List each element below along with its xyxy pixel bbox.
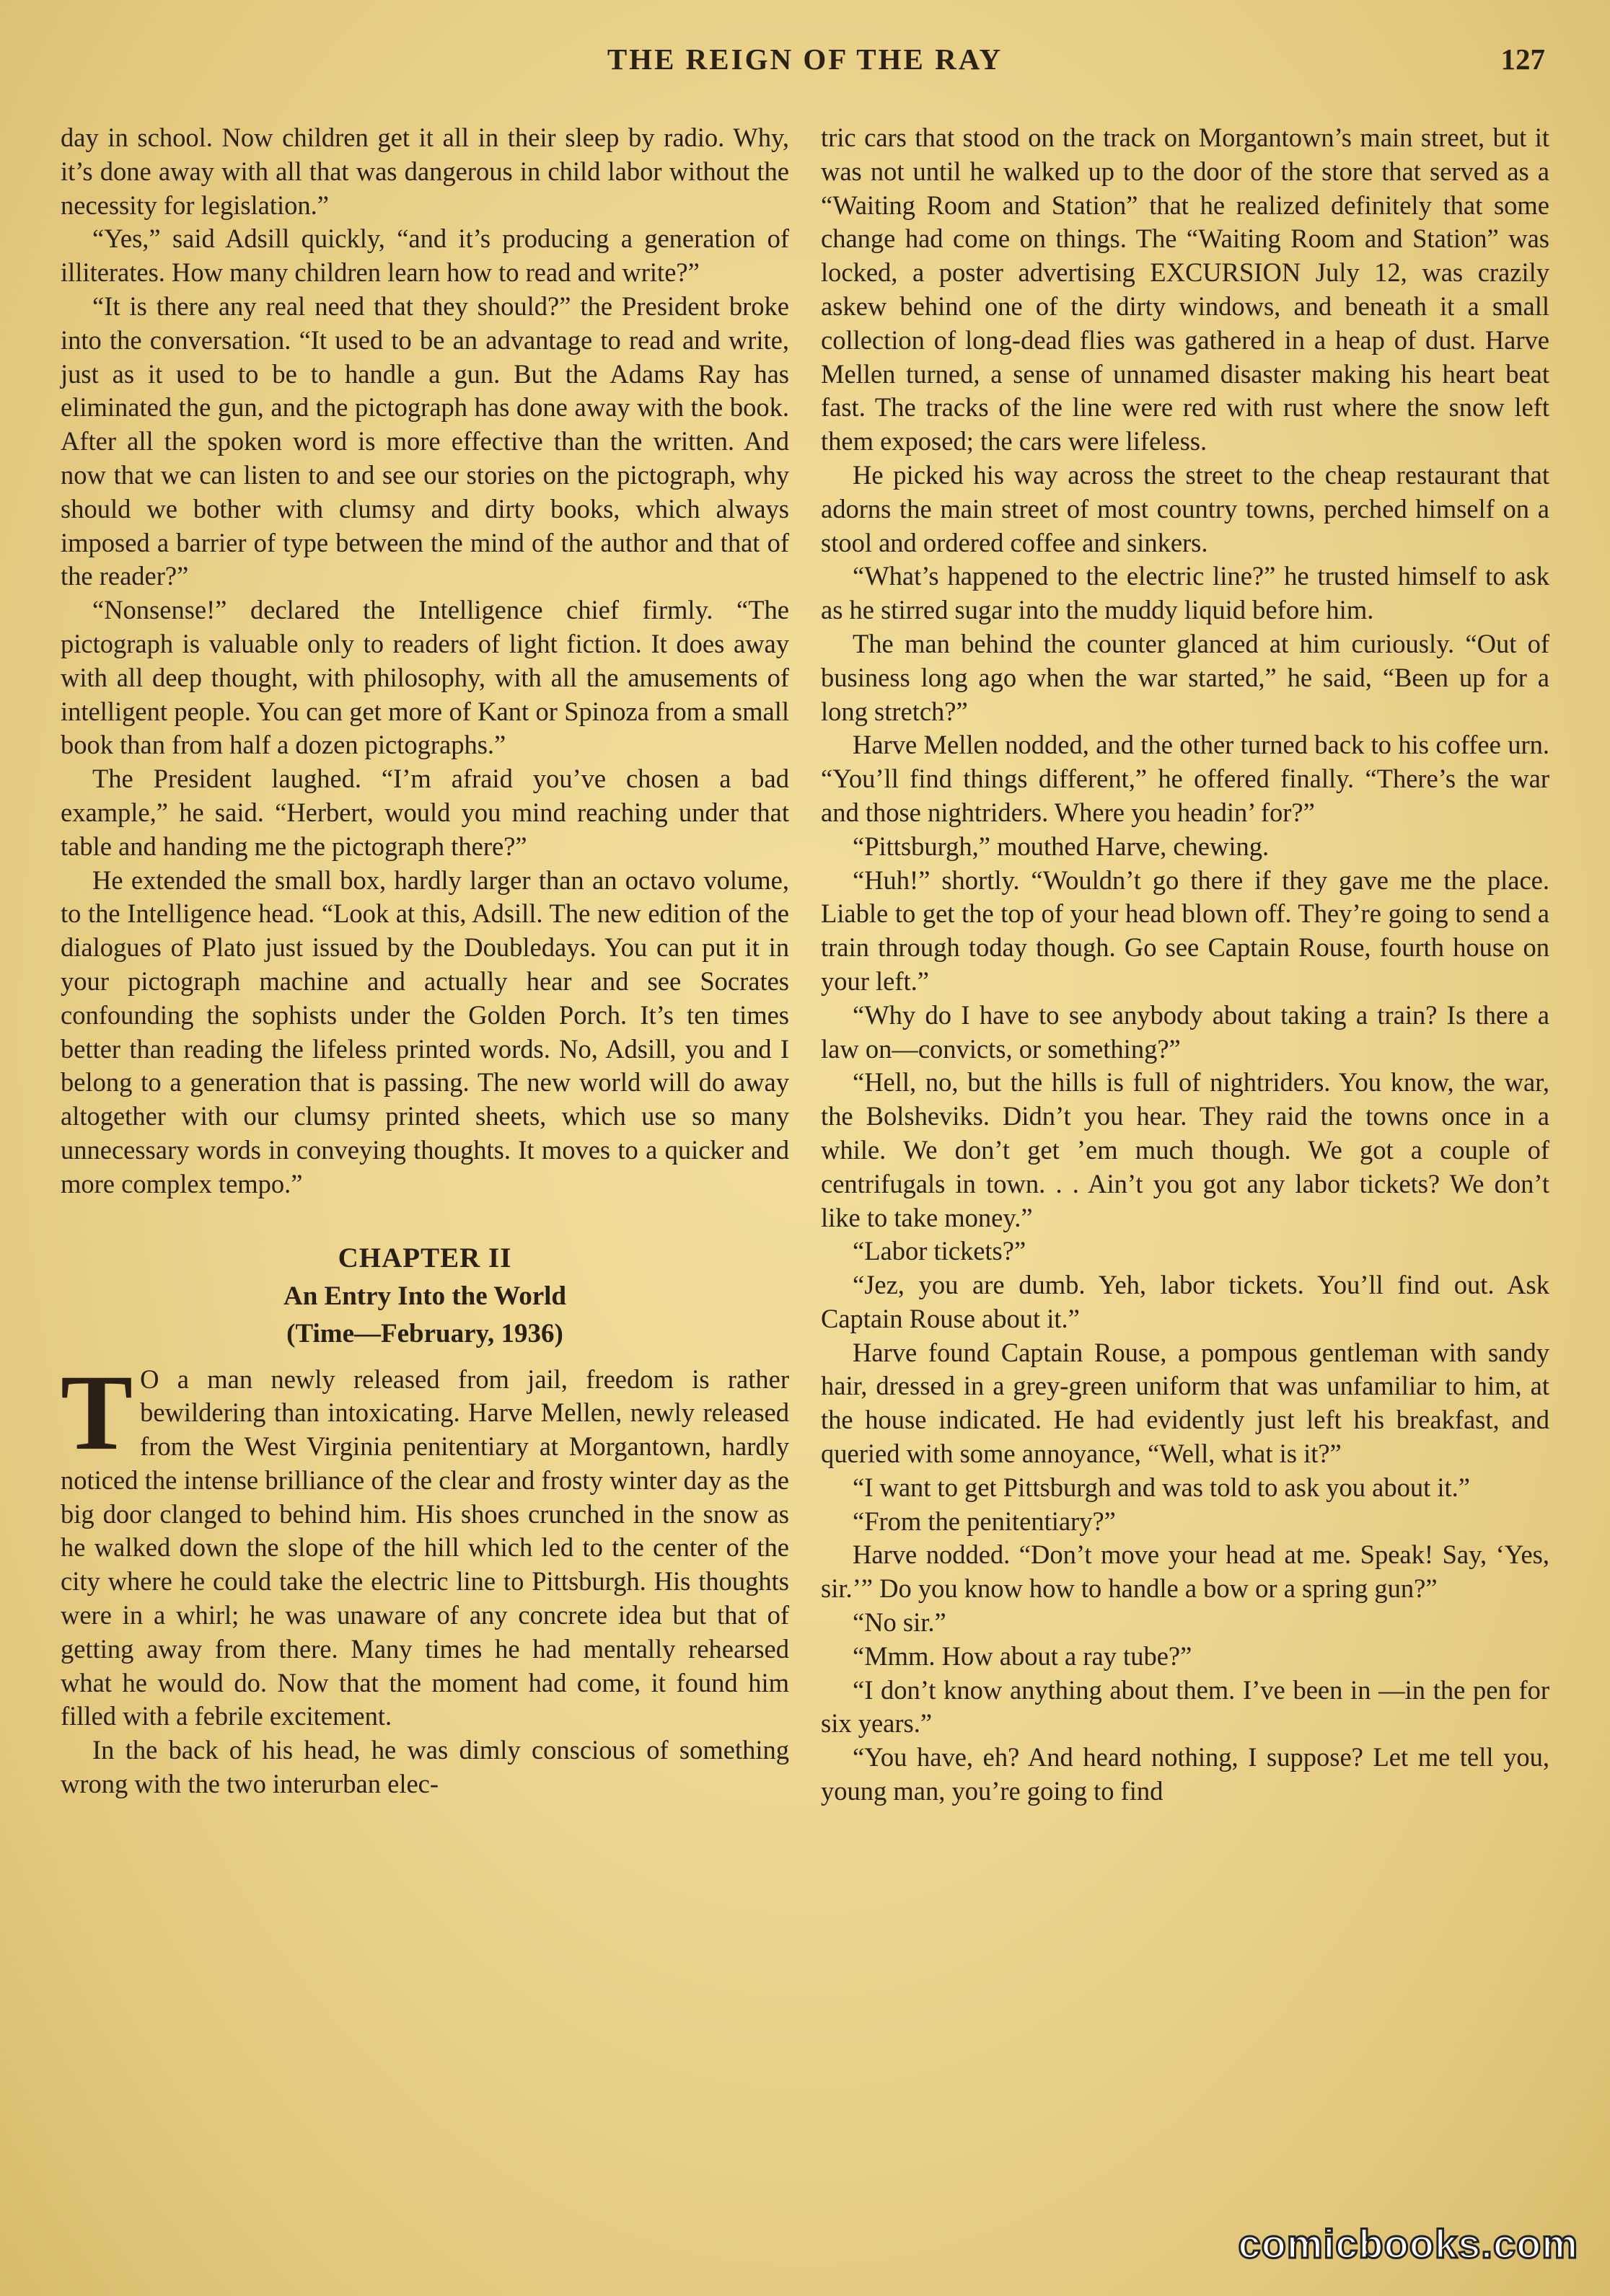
paragraph: “No sir.” xyxy=(853,1607,946,1638)
paragraph: “I don’t know anything about them. I’ve been in —in the pen for six years.” xyxy=(821,1674,1549,1739)
paragraph: “Yes,” said Adsill quickly, “and it’s producing a generation of illiterates. How many children learn how to read and write?” xyxy=(61,224,789,288)
paragraph: Harve Mellen nodded, and the other turned back to his coffee urn. “You’ll find things different,” he offered finally. “There’s the war and those nightriders. Where you headin’ for?” xyxy=(821,730,1549,827)
paragraph: tric cars that stood on the track on Morgantown’s main street, but it was not until he walked up to the door of the store that served as a “Waiting Room and Station” that he realized definitely that some change had come on things. The “Waiting Room and Station” was locked, a poster advertising EXCURSION July 12, was crazily askew behind one of the dirty windows, and beneath it a small collection of long-dead flies was gathered in a heap of dust. Harve Mellen turned, a sense of unnamed disaster making his heart beat fast. The tracks of the line were red with rust where the snow left them exposed; the cars were lifeless. xyxy=(821,123,1549,456)
paragraph: Harve nodded. “Don’t move your head at me. Speak! Say, ‘Yes, sir.’” Do you know how to handle a bow or a spring gun?” xyxy=(821,1540,1549,1604)
paragraph: “Mmm. How about a ray tube?” xyxy=(853,1641,1192,1671)
paragraph: “You have, eh? And heard nothing, I suppose? Let me tell you, young man, you’re going to find xyxy=(821,1742,1549,1806)
paragraph: “Why do I have to see anybody about taking a train? Is there a law on—convicts, or something?” xyxy=(821,999,1549,1064)
watermark-logo: comicbooks.com xyxy=(1238,2221,1578,2266)
paragraph: “Labor tickets?” xyxy=(853,1236,1026,1266)
paragraph: The man behind the counter glanced at him curiously. “Out of business long ago when the war started,” he said, “Been up for a long stretch?” xyxy=(821,628,1549,726)
paragraph: “Pittsburgh,” mouthed Harve, chewing. xyxy=(853,831,1270,861)
running-title: THE REIGN OF THE RAY xyxy=(607,43,1003,76)
chapter-heading xyxy=(61,1239,789,1353)
paragraph: “I want to get Pittsburgh and was told to ask you about it.” xyxy=(853,1472,1470,1502)
paragraph: The President laughed. “I’m afraid you’ve chosen a bad example,” he said. “Herbert, would you mind reaching under that table and handing me the pictograph there?” xyxy=(61,764,789,861)
paragraph: In the back of his head, he was dimly conscious of something wrong with the two interurban elec- xyxy=(61,1735,789,1799)
paragraph: “From the penitentiary?” xyxy=(853,1506,1116,1536)
page-number: 127 xyxy=(1500,43,1545,76)
left-column xyxy=(61,121,789,1801)
right-column xyxy=(821,121,1549,1809)
chapter-opening-text: O a man newly released from jail, freedom is rather bewildering than intoxicating. Harve Mellen, newly released from the West Virginia penitentiary at Morgantown, hardly noticed the intense brilliance of the clear and frosty winter day as the big door clanged to behind him. His shoes crunched in the snow as he walked down the slope of the hill which led to the center of the city where he could take the electric line to Pittsburgh. His thoughts were in a whirl; he was unaware of any concrete idea but that of getting away from there. Many times he had mentally rehearsed what he would do. Now that the moment had come, it found him filled with a febrile excitement. xyxy=(61,1364,789,1731)
drop-cap: T xyxy=(61,1352,133,1472)
paragraph: day in school. Now children get it all in their sleep by radio. Why, it’s done away with all that was dangerous in child labor without the necessity for legislation.” xyxy=(61,123,789,220)
paragraph: He extended the small box, hardly larger than an octavo volume, to the Intelligence head. “Look at this, Adsill. The new edition of the dialogues of Plato just issued by the Doubledays. You can put it in your pictograph machine and actually hear and see Socrates confounding the sophists under the Golden Porch. It’s ten times better than reading the lifeless printed words. No, Adsill, you and I belong to a generation that is passing. The new world will do away altogether with our clumsy printed sheets, which use so many unnecessary words in conveying thoughts. It moves to a quicker and more complex tempo.” xyxy=(61,865,789,1198)
paragraph: He picked his way across the street to the cheap restaurant that adorns the main street of most country towns, perched himself on a stool and ordered coffee and sinkers. xyxy=(821,459,1549,557)
paragraph: “Jez, you are dumb. Yeh, labor tickets. You’ll find out. Ask Captain Rouse about it.” xyxy=(821,1270,1549,1333)
chapter-number: CHAPTER II xyxy=(338,1242,512,1273)
paragraph: “Hell, no, but the hills is full of nightriders. You know, the war, the Bolsheviks. Didn’t you hear. They raid the towns once in a while. We don’t get ’em much though. We got a couple of centrifugals in town. . . Ain’t you got any labor tickets? We don’t like to take money.” xyxy=(821,1067,1549,1232)
paragraph: “It is there any real need that they should?” the President broke into the conversation. “It used to be an advantage to read and write, just as it used to be to handle a gun. But the Adams Ray has eliminated the gun, and the pictograph has done away with the book. After all the spoken word is more effective than the written. And now that we can listen to and see our stories on the pictograph, why should we bother with clumsy and dirty books, which always imposed a barrier of type between the mind of the author and that of the reader?” xyxy=(61,291,789,591)
paragraph: Harve found Captain Rouse, a pompous gentleman with sandy hair, dressed in a grey-green uniform that was unfamiliar to him, at the house indicated. He had evidently just left his breakfast, and queried with some annoyance, “Well, what is it?” xyxy=(821,1337,1549,1469)
page-header xyxy=(0,42,1610,85)
chapter-time: (Time—February, 1936) xyxy=(286,1318,563,1348)
paragraph: “Huh!” shortly. “Wouldn’t go there if they gave me the place. Liable to get the top of your head blown off. They’re going to send a train through today though. Go see Captain Rouse, fourth house on your left.” xyxy=(821,865,1549,996)
chapter-opening-paragraph xyxy=(61,1352,789,1734)
paragraph: “What’s happened to the electric line?” he trusted himself to ask as he stirred sugar into the muddy liquid before him. xyxy=(821,561,1549,625)
paragraph: “Nonsense!” declared the Intelligence chief firmly. “The pictograph is valuable only to readers of light fiction. It does away with all deep thought, with philosophy, with all the amusements of intelligent people. You can get more of Kant or Spinoza from a small book than from half a dozen pictographs.” xyxy=(61,595,789,760)
chapter-title: An Entry Into the World xyxy=(283,1281,566,1311)
